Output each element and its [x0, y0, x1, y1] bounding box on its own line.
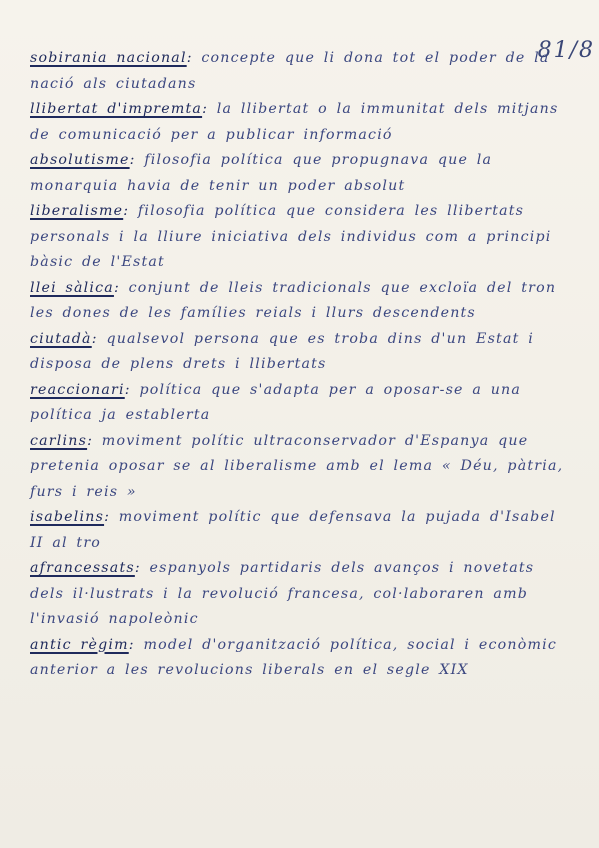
glossary-entry-llibertat-impremta	[30, 97, 570, 148]
glossary-definition: filosofia política que propugnava que la monarquia havia de tenir un poder absolut	[30, 152, 493, 194]
term-separator-colon: :	[124, 381, 140, 398]
glossary-term: sobirania nacional	[30, 50, 187, 66]
glossary-definition: conjunt de lleis tradicionals que excloïa del tron les dones de les famílies reials i llurs descendents	[30, 279, 557, 321]
glossary-definition: moviment polític ultraconservador d'Espanya que pretenia oposar se al liberalisme amb el lema « Déu, pàtria, furs i reis »	[30, 432, 564, 500]
glossary-term: isabelins	[30, 509, 105, 525]
glossary-entry-carlins	[30, 429, 570, 506]
glossary-term: reaccionari	[30, 381, 125, 398]
glossary-entry-ciutada	[30, 327, 570, 378]
glossary-entry-isabelins	[30, 505, 570, 556]
glossary-definition: qualsevol persona que es troba dins d'un Estat i disposa de plens drets i llibertats	[30, 330, 534, 372]
term-separator-colon: :	[202, 101, 217, 117]
glossary-term: llei sàlica	[30, 279, 114, 296]
glossary-term: carlins	[30, 432, 88, 449]
glossary-entry-reaccionari	[30, 378, 570, 429]
term-separator-colon: :	[104, 509, 119, 525]
glossary-definition: model d'organització política, social i econòmic anterior a les revolucions liberals en el segle XIX	[30, 636, 557, 678]
glossary-entry-absolutisme	[30, 148, 570, 199]
term-separator-colon: :	[128, 636, 144, 653]
glossary-term: liberalisme	[30, 203, 124, 219]
term-separator-colon: :	[91, 330, 107, 347]
glossary-definition: política que s'adapta per a oposar-se a una política ja establerta	[30, 381, 522, 423]
term-separator-colon: :	[134, 560, 150, 576]
term-separator-colon: :	[87, 432, 102, 449]
glossary-definition: concepte que li dona tot el poder de la nació als ciutadans	[30, 50, 550, 92]
glossary-term: afrancessats	[30, 560, 135, 576]
glossary-definition: moviment polític que defensava la pujada d'Isabel II al tro	[30, 509, 556, 551]
glossary-entry-llei-salica	[30, 276, 570, 327]
glossary-entry-afrancessats	[30, 556, 570, 633]
term-separator-colon: :	[129, 152, 145, 168]
page-number-note: 81/8	[537, 38, 595, 63]
glossary-term: ciutadà	[30, 330, 92, 347]
glossary-term: absolutisme	[30, 152, 130, 168]
glossary-list	[30, 46, 570, 684]
term-separator-colon: :	[123, 203, 138, 219]
glossary-entry-antic-regim	[30, 633, 570, 684]
term-separator-colon: :	[186, 50, 202, 66]
glossary-term: llibertat d'impremta	[30, 101, 203, 117]
term-separator-colon: :	[113, 279, 129, 296]
glossary-entry-sobirania-nacional	[30, 46, 570, 97]
glossary-definition: filosofia política que considera les llibertats personals i la lliure iniciativa dels individus com a principi bàsic de l'Estat	[30, 203, 552, 270]
glossary-definition: la llibertat o la immunitat dels mitjans de comunicació per a publicar informació	[30, 101, 559, 143]
glossary-definition: espanyols partidaris dels avanços i novetats dels il·lustrats i la revolució francesa, col·laboraren amb l'invasió napoleònic	[30, 560, 535, 627]
glossary-term: antic règim	[30, 636, 129, 653]
glossary-entry-liberalisme	[30, 199, 570, 276]
